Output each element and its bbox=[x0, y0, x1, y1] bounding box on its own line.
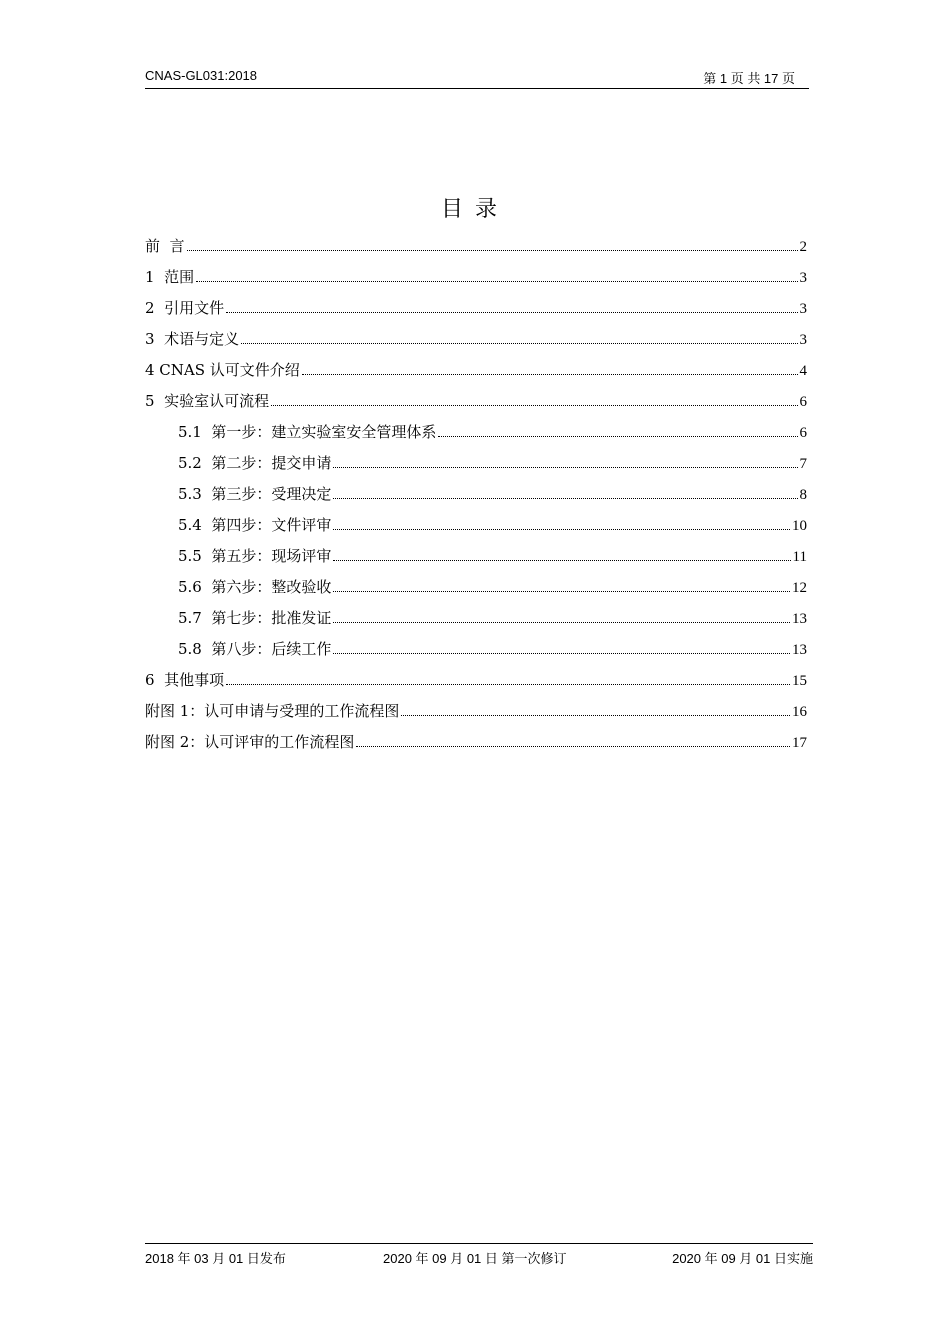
toc-entry[interactable] bbox=[145, 576, 807, 607]
toc-entry-page: 8 bbox=[799, 487, 807, 503]
toc-entry-label: 5.8 第八步：后续工作 bbox=[178, 640, 332, 658]
toc-entry-label: 5.6 第六步：整改验收 bbox=[178, 578, 332, 596]
toc-leader-dots bbox=[401, 714, 790, 716]
effective-date: 2020 年 09 月 01 日实施 bbox=[672, 1251, 813, 1266]
toc-entry[interactable] bbox=[145, 514, 807, 545]
toc-leader-dots bbox=[187, 249, 798, 251]
toc-entry-page: 16 bbox=[792, 704, 807, 720]
toc-entry-page: 2 bbox=[799, 239, 807, 255]
toc-leader-dots bbox=[241, 342, 797, 344]
toc-leader-dots bbox=[333, 621, 790, 623]
toc-entry-label: 6 其他事项 bbox=[145, 671, 225, 689]
toc-entry-page: 13 bbox=[792, 611, 807, 627]
toc-entry-label: 5 实验室认可流程 bbox=[145, 392, 270, 410]
toc-leader-dots bbox=[333, 559, 790, 561]
toc-entry-label: 1 范围 bbox=[145, 268, 195, 286]
toc-entry-page: 4 bbox=[799, 363, 807, 379]
toc-entry[interactable] bbox=[145, 483, 807, 514]
toc-entry-label: 3 术语与定义 bbox=[145, 330, 240, 348]
page-number-info: 第 1 页 共 17 页 bbox=[703, 71, 795, 86]
toc-entry-page: 11 bbox=[792, 549, 807, 565]
toc-entry-page: 3 bbox=[799, 332, 807, 348]
toc-entry-page: 17 bbox=[792, 735, 807, 751]
toc-entry-label: 4 CNAS 认可文件介绍 bbox=[145, 361, 300, 379]
toc-entry[interactable] bbox=[145, 421, 807, 452]
toc-entry-label: 5.5 第五步：现场评审 bbox=[178, 547, 332, 565]
toc-entry-page: 3 bbox=[799, 270, 807, 286]
issue-date: 2018 年 03 月 01 日发布 bbox=[145, 1251, 286, 1266]
toc-leader-dots bbox=[333, 652, 790, 654]
toc-entry[interactable] bbox=[145, 266, 807, 297]
toc-leader-dots bbox=[226, 683, 790, 685]
toc-entry[interactable] bbox=[145, 297, 807, 328]
toc-entry-label: 2 引用文件 bbox=[145, 299, 225, 317]
toc-entry-label: 5.3 第三步：受理决定 bbox=[178, 485, 332, 503]
toc-entry-page: 10 bbox=[792, 518, 807, 534]
toc-entry-label: 附图 1：认可申请与受理的工作流程图 bbox=[145, 702, 400, 720]
table-of-contents bbox=[145, 235, 807, 762]
toc-entry[interactable] bbox=[145, 328, 807, 359]
toc-entry[interactable] bbox=[145, 669, 807, 700]
toc-entry[interactable] bbox=[145, 700, 807, 731]
toc-entry[interactable] bbox=[145, 731, 807, 762]
toc-leader-dots bbox=[333, 528, 790, 530]
toc-entry-page: 15 bbox=[792, 673, 807, 689]
toc-leader-dots bbox=[356, 745, 790, 747]
page-header bbox=[145, 66, 809, 89]
toc-entry-page: 6 bbox=[799, 425, 807, 441]
toc-leader-dots bbox=[438, 435, 797, 437]
toc-entry-page: 7 bbox=[799, 456, 807, 472]
toc-leader-dots bbox=[196, 280, 797, 282]
toc-entry-label: 前 言 bbox=[145, 237, 185, 255]
toc-entry-page: 6 bbox=[799, 394, 807, 410]
toc-entry[interactable] bbox=[145, 359, 807, 390]
toc-entry[interactable] bbox=[145, 235, 807, 266]
page-footer bbox=[145, 1243, 813, 1268]
toc-title: 目录 bbox=[440, 197, 509, 222]
toc-leader-dots bbox=[333, 590, 790, 592]
toc-entry-label: 5.1 第一步：建立实验室安全管理体系 bbox=[178, 423, 437, 441]
toc-leader-dots bbox=[271, 404, 797, 406]
toc-entry[interactable] bbox=[145, 452, 807, 483]
document-code: CNAS-GL031:2018 bbox=[145, 68, 258, 83]
toc-entry-page: 13 bbox=[792, 642, 807, 658]
toc-entry[interactable] bbox=[145, 638, 807, 669]
toc-entry-label: 5.7 第七步：批准发证 bbox=[178, 609, 332, 627]
toc-entry-page: 3 bbox=[799, 301, 807, 317]
toc-entry[interactable] bbox=[145, 607, 807, 638]
toc-leader-dots bbox=[302, 373, 798, 375]
toc-entry-label: 附图 2：认可评审的工作流程图 bbox=[145, 733, 355, 751]
toc-leader-dots bbox=[226, 311, 797, 313]
toc-entry-label: 5.4 第四步：文件评审 bbox=[178, 516, 332, 534]
toc-entry-label: 5.2 第二步：提交申请 bbox=[178, 454, 332, 472]
revision-date: 2020 年 09 月 01 日 第一次修订 bbox=[383, 1251, 567, 1266]
toc-entry-page: 12 bbox=[792, 580, 807, 596]
toc-leader-dots bbox=[333, 466, 797, 468]
toc-entry[interactable] bbox=[145, 390, 807, 421]
toc-leader-dots bbox=[333, 497, 797, 499]
toc-entry[interactable] bbox=[145, 545, 807, 576]
